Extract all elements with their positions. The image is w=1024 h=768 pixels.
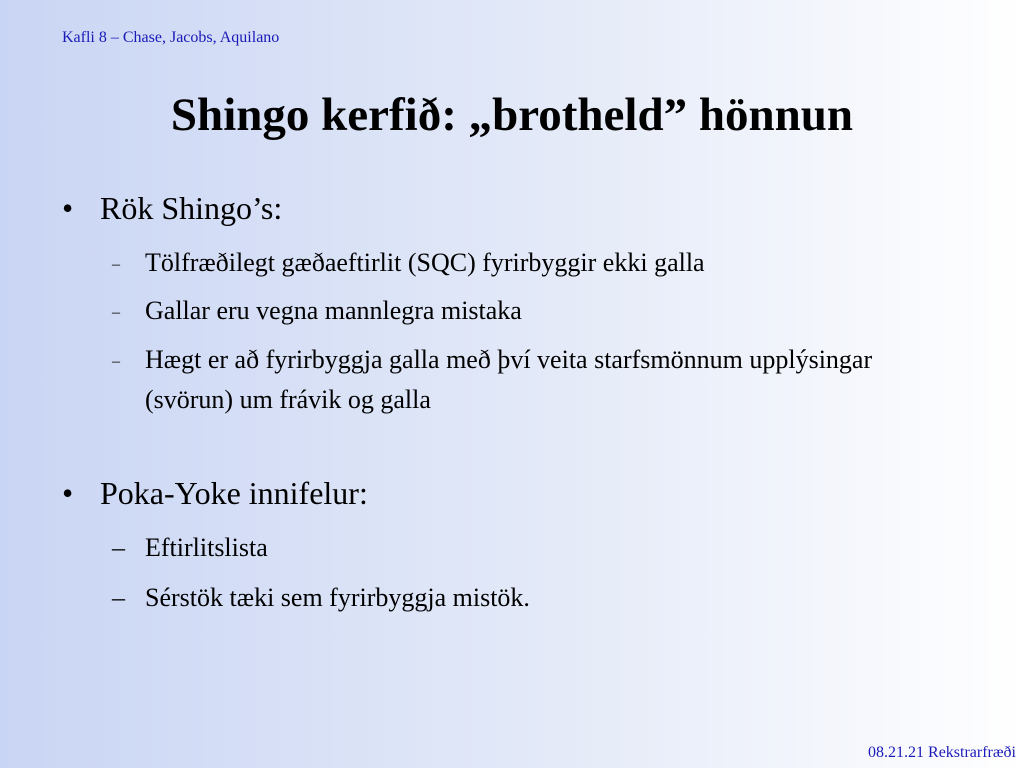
slide-title: Shingo kerfið: „brotheld” hönnun [170, 89, 854, 141]
sub-item-text: Gallar eru vegna mannlegra mistaka [145, 296, 522, 325]
bullet-item [62, 475, 368, 512]
sub-item-text: Tölfræðilegt gæðaeftirlit (SQC) fyrirbyggir ekki galla [145, 248, 705, 277]
bullet-text: Rök Shingo’s: [100, 190, 283, 226]
footer-note: 08.21.21 Rekstrarfræði [868, 744, 1016, 761]
sub-item [112, 340, 925, 420]
sub-item [112, 528, 925, 568]
sub-item [112, 291, 925, 331]
dash-marker: – [112, 353, 120, 370]
bullet-item [62, 190, 282, 227]
bullet-marker: • [62, 190, 74, 226]
sub-item-text: Sérstök tæki sem fyrirbyggja mistök. [145, 583, 530, 612]
bullet-marker: • [62, 475, 74, 511]
chapter-note: Kafli 8 – Chase, Jacobs, Aquilano [62, 29, 280, 46]
dash-marker: – [112, 304, 120, 321]
dash-marker: – [112, 533, 125, 562]
bullet-text: Poka-Yoke innifelur: [100, 475, 368, 511]
sub-item-text: Eftirlitslista [145, 533, 268, 562]
dash-marker: – [112, 583, 125, 612]
sub-item [112, 578, 925, 618]
sub-item-text: Hægt er að fyrirbyggja galla með því veita starfsmönnum upplýsingar (svörun) um frávik og galla [145, 345, 873, 414]
dash-marker: – [112, 256, 120, 273]
sub-item [112, 243, 925, 283]
